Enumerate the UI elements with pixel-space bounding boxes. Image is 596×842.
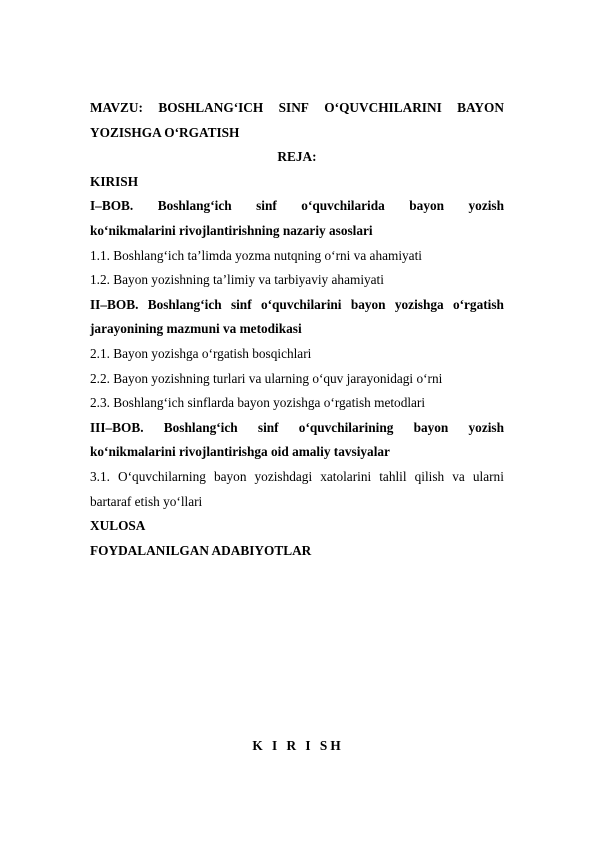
toc-chapter-3-line-1: [90, 416, 504, 441]
chapter-word: bayon: [413, 419, 449, 435]
item-word: yozishdagi: [254, 468, 313, 484]
title-word: MAVZU:: [90, 100, 143, 115]
toc-item-2-2: 2.2. Bayon yozishning turlari va ularning o‘quv jarayonidagi o‘rni: [90, 370, 443, 386]
toc-item-2-1: 2.1. Bayon yozishga o‘rgatish bosqichlari: [90, 345, 312, 361]
chapter-word: II–BOB.: [90, 296, 139, 312]
item-word: va: [452, 468, 465, 484]
toc-item-1-2: 1.2. Bayon yozishning ta’limiy va tarbiyaviy ahamiyati: [90, 272, 384, 288]
toc-chapter-1-line-1: [90, 194, 504, 219]
chapter-word: I–BOB.: [90, 198, 134, 214]
toc-chapter-2-line-2: jarayonining mazmuni va metodikasi: [90, 321, 302, 337]
item-word: tahlil: [379, 468, 407, 484]
toc-item-3-1-line-1: [90, 465, 504, 490]
plan-heading: REJA:: [277, 149, 317, 165]
toc-chapter-3-line-2: ko‘nikmalarini rivojlantirishga oid amaliy tavsiyalar: [90, 444, 390, 460]
title-word: O‘QUVCHILARINI: [324, 100, 442, 115]
item-word: 3.1.: [90, 468, 110, 484]
toc-conclusion: XULOSA: [90, 518, 146, 534]
toc-item-1-1: 1.1. Boshlang‘ich ta’limda yozma nutqning o‘rni va ahamiyati: [90, 247, 422, 263]
item-word: xatolarini: [320, 468, 372, 484]
chapter-word: Boshlang‘ich: [147, 296, 222, 312]
document-page: [90, 96, 504, 563]
toc-item-3-1-line-2: bartaraf etish yo‘llari: [90, 493, 203, 509]
title-word: BOSHLANG‘ICH: [158, 100, 264, 115]
topic-title-line-1: [90, 96, 504, 121]
chapter-word: bayon: [409, 198, 445, 214]
chapter-word: o‘rgatish: [452, 296, 504, 312]
title-word: SINF: [278, 100, 309, 115]
chapter-word: III–BOB.: [90, 419, 144, 435]
toc-chapter-2-line-1: [90, 293, 504, 318]
chapter-word: yozish: [468, 198, 504, 214]
item-word: bayon: [213, 468, 247, 484]
item-word: ularni: [472, 468, 504, 484]
chapter-word: Boshlang‘ich: [163, 419, 238, 435]
toc-references: FOYDALANILGAN ADABIYOTLAR: [90, 542, 312, 558]
toc-intro: KIRISH: [90, 173, 139, 189]
item-word: O‘quvchilarning: [118, 468, 206, 484]
chapter-word: yozishga: [394, 296, 444, 312]
chapter-word: Boshlang‘ich: [157, 198, 232, 214]
chapter-word: o‘quvchilarida: [301, 198, 385, 214]
chapter-word: sinf: [256, 198, 277, 214]
title-word: BAYON: [457, 100, 504, 115]
chapter-word: o‘quvchilarining: [298, 419, 394, 435]
chapter-word: sinf: [257, 419, 279, 435]
chapter-word: yozish: [468, 419, 504, 435]
chapter-word: bayon: [350, 296, 386, 312]
chapter-word: o‘quvchilarini: [260, 296, 342, 312]
section-heading-intro: K I R I SH: [252, 738, 344, 753]
item-word: qilish: [414, 468, 445, 484]
chapter-word: sinf: [230, 296, 252, 312]
toc-chapter-1-line-2: ko‘nikmalarini rivojlantirishning nazariy asoslari: [90, 222, 373, 238]
topic-title-line-2: YOZISHGA O‘RGATISH: [90, 124, 240, 140]
toc-item-2-3: 2.3. Boshlang‘ich sinflarda bayon yozishga o‘rgatish metodlari: [90, 395, 426, 411]
